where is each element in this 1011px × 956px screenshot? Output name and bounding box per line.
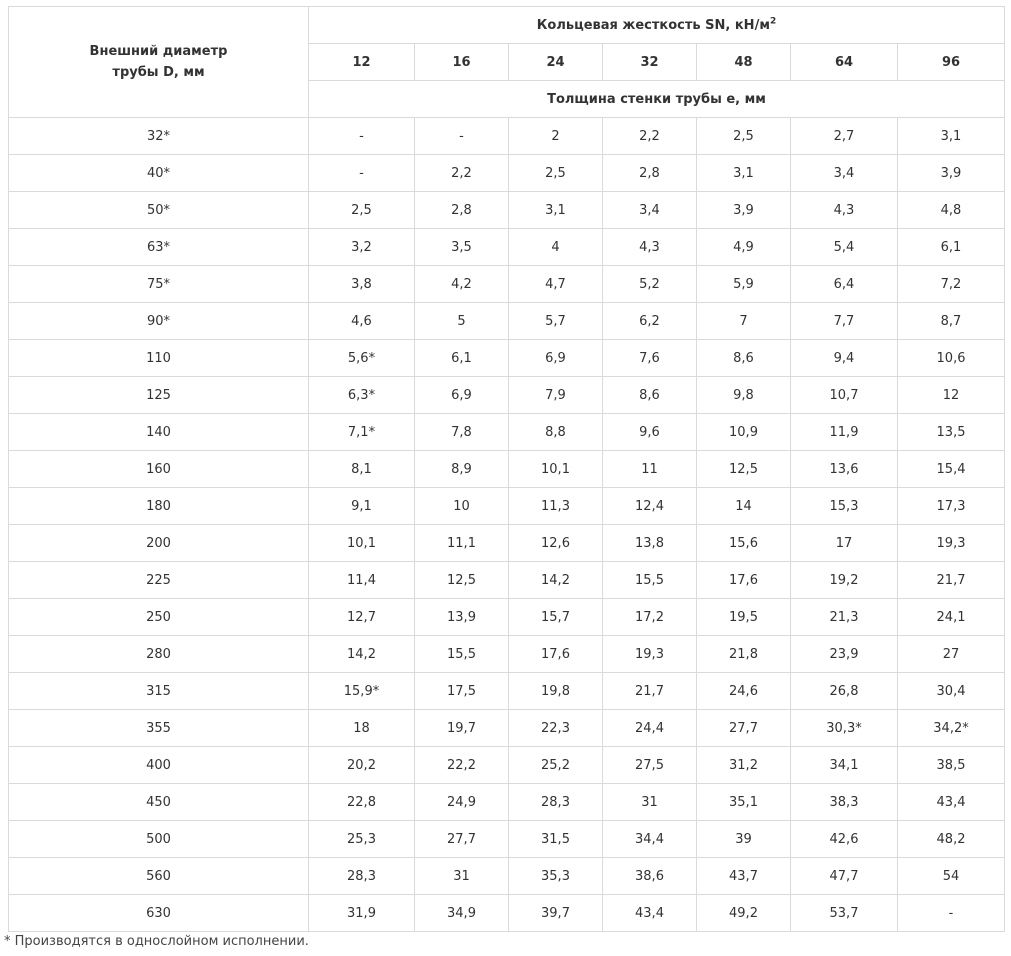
- sn-value-header: 12: [309, 44, 415, 81]
- thickness-cell: 17: [791, 525, 898, 562]
- thickness-cell: 13,8: [603, 525, 697, 562]
- table-row: [9, 192, 1005, 229]
- thickness-cell: 9,8: [697, 377, 791, 414]
- thickness-cell: 3,1: [697, 155, 791, 192]
- diameter-cell: 355: [9, 710, 309, 747]
- table-row: [9, 562, 1005, 599]
- thickness-cell: 27,7: [697, 710, 791, 747]
- thickness-cell: 24,4: [603, 710, 697, 747]
- thickness-cell: 19,3: [603, 636, 697, 673]
- thickness-cell: 21,8: [697, 636, 791, 673]
- thickness-cell: 3,5: [415, 229, 509, 266]
- thickness-cell: 22,3: [509, 710, 603, 747]
- thickness-cell: 2,7: [791, 118, 898, 155]
- thickness-cell: 24,6: [697, 673, 791, 710]
- thickness-cell: 9,6: [603, 414, 697, 451]
- thickness-cell: 31: [415, 858, 509, 895]
- thickness-cell: 14,2: [309, 636, 415, 673]
- thickness-cell: 31,9: [309, 895, 415, 932]
- sn-value-header: 64: [791, 44, 898, 81]
- thickness-cell: 14,2: [509, 562, 603, 599]
- thickness-cell: 38,3: [791, 784, 898, 821]
- thickness-cell: 15,4: [898, 451, 1005, 488]
- thickness-cell: 11,1: [415, 525, 509, 562]
- wall-thickness-header: Толщина стенки трубы е, мм: [309, 81, 1005, 118]
- sn-value-header: 24: [509, 44, 603, 81]
- thickness-cell: 31,2: [697, 747, 791, 784]
- thickness-cell: 25,3: [309, 821, 415, 858]
- table-header: [9, 7, 1005, 118]
- thickness-cell: 10,1: [309, 525, 415, 562]
- thickness-cell: 19,3: [898, 525, 1005, 562]
- table-row: [9, 710, 1005, 747]
- thickness-cell: 43,4: [898, 784, 1005, 821]
- thickness-cell: 6,9: [509, 340, 603, 377]
- thickness-cell: 7,9: [509, 377, 603, 414]
- thickness-cell: 54: [898, 858, 1005, 895]
- thickness-cell: 2,5: [309, 192, 415, 229]
- table-row: [9, 784, 1005, 821]
- thickness-cell: 12,6: [509, 525, 603, 562]
- thickness-cell: 8,1: [309, 451, 415, 488]
- thickness-cell: 5,9: [697, 266, 791, 303]
- thickness-cell: 35,1: [697, 784, 791, 821]
- diameter-cell: 110: [9, 340, 309, 377]
- thickness-cell: 4,8: [898, 192, 1005, 229]
- thickness-cell: 11,9: [791, 414, 898, 451]
- table-row: [9, 895, 1005, 932]
- thickness-cell: 4,9: [697, 229, 791, 266]
- thickness-cell: 4,3: [603, 229, 697, 266]
- table-row: [9, 377, 1005, 414]
- corner-header: [9, 7, 309, 118]
- table-row: [9, 229, 1005, 266]
- table-row: [9, 673, 1005, 710]
- thickness-cell: 5: [415, 303, 509, 340]
- thickness-cell: 28,3: [309, 858, 415, 895]
- thickness-cell: 3,9: [898, 155, 1005, 192]
- thickness-cell: 3,4: [603, 192, 697, 229]
- thickness-cell: 3,8: [309, 266, 415, 303]
- thickness-cell: 4,3: [791, 192, 898, 229]
- thickness-cell: 49,2: [697, 895, 791, 932]
- sn-value-header: 96: [898, 44, 1005, 81]
- diameter-cell: 75*: [9, 266, 309, 303]
- diameter-cell: 50*: [9, 192, 309, 229]
- thickness-cell: 8,9: [415, 451, 509, 488]
- thickness-cell: 15,3: [791, 488, 898, 525]
- thickness-cell: 6,4: [791, 266, 898, 303]
- thickness-cell: 2,8: [415, 192, 509, 229]
- thickness-cell: -: [309, 155, 415, 192]
- thickness-cell: 39: [697, 821, 791, 858]
- thickness-cell: 17,2: [603, 599, 697, 636]
- thickness-cell: 2,2: [603, 118, 697, 155]
- sn-value-header: 16: [415, 44, 509, 81]
- thickness-cell: 10,6: [898, 340, 1005, 377]
- corner-header-line-1: Внешний диаметр: [89, 44, 228, 59]
- thickness-cell: 24,1: [898, 599, 1005, 636]
- thickness-cell: 5,6*: [309, 340, 415, 377]
- thickness-cell: 17,5: [415, 673, 509, 710]
- thickness-cell: 35,3: [509, 858, 603, 895]
- thickness-cell: 30,3*: [791, 710, 898, 747]
- thickness-cell: 13,5: [898, 414, 1005, 451]
- thickness-cell: 18: [309, 710, 415, 747]
- thickness-cell: 27,5: [603, 747, 697, 784]
- thickness-cell: 9,4: [791, 340, 898, 377]
- diameter-cell: 500: [9, 821, 309, 858]
- thickness-cell: 11,3: [509, 488, 603, 525]
- thickness-cell: 12,5: [415, 562, 509, 599]
- thickness-cell: 2,8: [603, 155, 697, 192]
- thickness-cell: 34,9: [415, 895, 509, 932]
- table-row: [9, 303, 1005, 340]
- thickness-cell: 34,2*: [898, 710, 1005, 747]
- diameter-cell: 125: [9, 377, 309, 414]
- diameter-cell: 160: [9, 451, 309, 488]
- thickness-cell: 53,7: [791, 895, 898, 932]
- thickness-cell: 27: [898, 636, 1005, 673]
- footnote: * Производятся в однослойном исполнении.: [4, 934, 309, 949]
- thickness-cell: 15,7: [509, 599, 603, 636]
- thickness-cell: 48,2: [898, 821, 1005, 858]
- thickness-cell: 2,5: [697, 118, 791, 155]
- thickness-cell: 3,1: [898, 118, 1005, 155]
- table-row: [9, 266, 1005, 303]
- thickness-cell: 13,6: [791, 451, 898, 488]
- thickness-cell: 2,5: [509, 155, 603, 192]
- thickness-cell: 12: [898, 377, 1005, 414]
- diameter-cell: 90*: [9, 303, 309, 340]
- thickness-cell: 5,2: [603, 266, 697, 303]
- thickness-cell: 8,6: [697, 340, 791, 377]
- thickness-cell: 6,2: [603, 303, 697, 340]
- thickness-cell: 6,3*: [309, 377, 415, 414]
- thickness-cell: 2,2: [415, 155, 509, 192]
- thickness-cell: 8,7: [898, 303, 1005, 340]
- thickness-cell: 7,7: [791, 303, 898, 340]
- thickness-cell: 7,1*: [309, 414, 415, 451]
- thickness-cell: -: [309, 118, 415, 155]
- table-row: [9, 858, 1005, 895]
- thickness-cell: 26,8: [791, 673, 898, 710]
- thickness-cell: 21,3: [791, 599, 898, 636]
- diameter-cell: 560: [9, 858, 309, 895]
- table-row: [9, 155, 1005, 192]
- thickness-cell: 10,7: [791, 377, 898, 414]
- table-row: [9, 451, 1005, 488]
- table-row: [9, 340, 1005, 377]
- table-body: [9, 118, 1005, 932]
- thickness-cell: 23,9: [791, 636, 898, 673]
- thickness-cell: 38,6: [603, 858, 697, 895]
- thickness-cell: 15,6: [697, 525, 791, 562]
- ring-stiffness-header-text: Кольцевая жесткость SN, кН/м: [536, 17, 770, 33]
- ring-stiffness-header-sup: 2: [769, 16, 777, 27]
- table-row: [9, 636, 1005, 673]
- thickness-cell: 20,2: [309, 747, 415, 784]
- thickness-cell: 19,5: [697, 599, 791, 636]
- thickness-cell: 13,9: [415, 599, 509, 636]
- table-row: [9, 599, 1005, 636]
- thickness-cell: 15,5: [415, 636, 509, 673]
- thickness-cell: 25,2: [509, 747, 603, 784]
- table-row: [9, 488, 1005, 525]
- thickness-cell: 11: [603, 451, 697, 488]
- thickness-cell: -: [415, 118, 509, 155]
- thickness-cell: 7: [697, 303, 791, 340]
- thickness-cell: 4,6: [309, 303, 415, 340]
- thickness-cell: 27,7: [415, 821, 509, 858]
- diameter-cell: 450: [9, 784, 309, 821]
- table-row: [9, 747, 1005, 784]
- thickness-cell: 10,9: [697, 414, 791, 451]
- thickness-cell: 34,1: [791, 747, 898, 784]
- diameter-cell: 40*: [9, 155, 309, 192]
- ring-stiffness-header: [309, 7, 1005, 44]
- thickness-cell: 5,7: [509, 303, 603, 340]
- sn-value-header: 32: [603, 44, 697, 81]
- thickness-cell: 9,1: [309, 488, 415, 525]
- thickness-cell: 43,7: [697, 858, 791, 895]
- thickness-cell: 4,2: [415, 266, 509, 303]
- thickness-cell: 6,9: [415, 377, 509, 414]
- thickness-cell: 24,9: [415, 784, 509, 821]
- thickness-cell: 7,8: [415, 414, 509, 451]
- table-row: [9, 414, 1005, 451]
- thickness-cell: 38,5: [898, 747, 1005, 784]
- thickness-cell: 8,8: [509, 414, 603, 451]
- thickness-cell: 21,7: [603, 673, 697, 710]
- sn-value-header: 48: [697, 44, 791, 81]
- thickness-cell: 28,3: [509, 784, 603, 821]
- thickness-cell: 2: [509, 118, 603, 155]
- thickness-cell: 15,5: [603, 562, 697, 599]
- thickness-cell: 4,7: [509, 266, 603, 303]
- thickness-cell: 12,4: [603, 488, 697, 525]
- thickness-cell: 3,1: [509, 192, 603, 229]
- diameter-cell: 200: [9, 525, 309, 562]
- thickness-cell: 31: [603, 784, 697, 821]
- diameter-cell: 400: [9, 747, 309, 784]
- thickness-cell: 17,6: [509, 636, 603, 673]
- thickness-cell: -: [898, 895, 1005, 932]
- diameter-cell: 32*: [9, 118, 309, 155]
- thickness-cell: 30,4: [898, 673, 1005, 710]
- thickness-cell: 39,7: [509, 895, 603, 932]
- diameter-cell: 630: [9, 895, 309, 932]
- thickness-cell: 19,2: [791, 562, 898, 599]
- diameter-cell: 315: [9, 673, 309, 710]
- thickness-cell: 6,1: [415, 340, 509, 377]
- thickness-cell: 21,7: [898, 562, 1005, 599]
- thickness-cell: 12,7: [309, 599, 415, 636]
- thickness-cell: 17,3: [898, 488, 1005, 525]
- diameter-cell: 140: [9, 414, 309, 451]
- diameter-cell: 250: [9, 599, 309, 636]
- pipe-wall-thickness-table: [8, 6, 1005, 932]
- thickness-cell: 4: [509, 229, 603, 266]
- thickness-cell: 3,2: [309, 229, 415, 266]
- table-row: [9, 118, 1005, 155]
- thickness-cell: 34,4: [603, 821, 697, 858]
- diameter-cell: 225: [9, 562, 309, 599]
- thickness-cell: 10: [415, 488, 509, 525]
- thickness-cell: 3,4: [791, 155, 898, 192]
- thickness-cell: 6,1: [898, 229, 1005, 266]
- thickness-cell: 22,2: [415, 747, 509, 784]
- thickness-cell: 7,2: [898, 266, 1005, 303]
- thickness-cell: 31,5: [509, 821, 603, 858]
- thickness-cell: 10,1: [509, 451, 603, 488]
- table-row: [9, 821, 1005, 858]
- thickness-cell: 12,5: [697, 451, 791, 488]
- thickness-cell: 14: [697, 488, 791, 525]
- thickness-cell: 19,7: [415, 710, 509, 747]
- diameter-cell: 63*: [9, 229, 309, 266]
- thickness-cell: 43,4: [603, 895, 697, 932]
- corner-header-line-2: трубы D, мм: [112, 65, 205, 80]
- thickness-cell: 7,6: [603, 340, 697, 377]
- thickness-cell: 42,6: [791, 821, 898, 858]
- header-row-group: [9, 7, 1005, 44]
- thickness-cell: 17,6: [697, 562, 791, 599]
- thickness-cell: 3,9: [697, 192, 791, 229]
- thickness-cell: 8,6: [603, 377, 697, 414]
- thickness-cell: 15,9*: [309, 673, 415, 710]
- diameter-cell: 280: [9, 636, 309, 673]
- table-row: [9, 525, 1005, 562]
- thickness-cell: 47,7: [791, 858, 898, 895]
- thickness-cell: 11,4: [309, 562, 415, 599]
- diameter-cell: 180: [9, 488, 309, 525]
- thickness-cell: 22,8: [309, 784, 415, 821]
- thickness-cell: 5,4: [791, 229, 898, 266]
- thickness-cell: 19,8: [509, 673, 603, 710]
